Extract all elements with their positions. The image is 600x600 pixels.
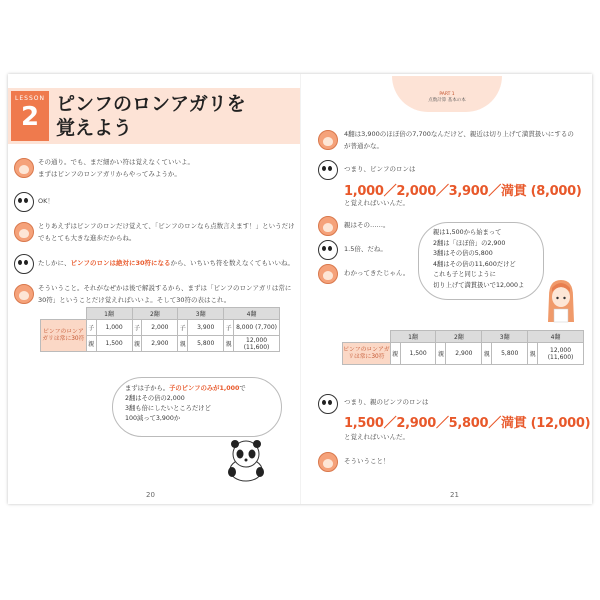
bubble-line: 親は1,500から始まって <box>433 229 502 236</box>
score-summary-parent: 1,500／2,900／5,800／満貫 (12,000) <box>344 416 591 431</box>
dialogue-line: つまり、親のピンフのロンは <box>344 398 429 406</box>
role-cell: 親 <box>528 343 538 365</box>
bubble-text: まずは子から。 <box>125 385 170 392</box>
role-cell: 子 <box>178 320 188 336</box>
dialogue-line: 4翻は3,900のほぼ倍の7,700なんだけど、親近は切り上げて満貫扱いにするの <box>344 130 574 138</box>
role-cell: 親 <box>132 336 142 352</box>
girl-avatar-icon <box>14 222 34 242</box>
header-cell: 3翻 <box>178 308 224 320</box>
role-cell: 親 <box>436 343 446 365</box>
role-cell: 親 <box>390 343 400 365</box>
page-number-left: 20 <box>146 491 155 499</box>
panda-illustration-icon <box>222 436 270 482</box>
role-cell: 親 <box>86 336 96 352</box>
lesson-number: 2 <box>20 102 40 132</box>
role-cell: 子 <box>132 320 142 336</box>
dialogue-line: そういうこと！ <box>344 457 390 465</box>
title-line-2: 覚えよう <box>56 117 133 139</box>
girl-avatar-icon <box>318 130 338 150</box>
value-cell: 12,000 (11,600) <box>538 343 584 365</box>
role-cell: 親 <box>482 343 492 365</box>
value-cell: 1,500 <box>96 336 132 352</box>
girl-illustration-icon <box>544 276 578 326</box>
dialogue-text: から、いちいち符を数えなくてもいいね。 <box>170 259 295 267</box>
role-cell: 子 <box>224 320 234 336</box>
lesson-label: LESSON <box>15 95 45 102</box>
value-cell: 2,000 <box>142 320 178 336</box>
bubble-line: 3翻も倍にしたいところだけど <box>125 405 211 412</box>
girl-avatar-icon <box>318 264 338 284</box>
panda-avatar-icon <box>318 394 338 414</box>
panda-avatar-icon <box>14 192 34 212</box>
role-cell: 子 <box>86 320 96 336</box>
header-cell: 3翻 <box>482 331 528 343</box>
girl-avatar-icon <box>14 284 34 304</box>
bubble-line: 2翻はその倍の2,000 <box>125 395 185 402</box>
panda-avatar-icon <box>318 240 338 260</box>
dialogue-line: そういうこと。それがなぜかは後で解説するから、まずは「ピンフのロンアガリは常に <box>38 284 292 292</box>
dialogue-line: が普通かな。 <box>344 142 383 150</box>
value-cell: 3,900 <box>188 320 224 336</box>
page-number-right: 21 <box>450 491 459 499</box>
value-cell: 12,000 (11,600) <box>234 336 280 352</box>
girl-avatar-icon <box>318 216 338 236</box>
dialogue-line: と覚えればいいんだ。 <box>344 199 409 207</box>
dialogue-line: 親はその……。 <box>344 221 390 229</box>
title-line-1: ピンフのロンアガリを <box>56 93 246 115</box>
header-cell: 1翻 <box>390 331 436 343</box>
role-cell: 親 <box>224 336 234 352</box>
panda-avatar-icon <box>318 160 338 180</box>
dialogue-line: わかってきたじゃん。 <box>344 269 410 277</box>
header-cell: 4翻 <box>224 308 280 320</box>
row-label: ピンフのロンアガリは常に30符 <box>343 343 391 365</box>
dialogue-line: 30符」ということだけ覚えればいいよ。そして30符の表はこれ。 <box>38 296 231 304</box>
role-cell: 親 <box>178 336 188 352</box>
dialogue-text: たしかに、 <box>38 259 71 267</box>
dialogue-line <box>38 258 294 268</box>
chapter-title: 点数計算 基本の本 <box>428 98 466 103</box>
highlight-text: ピンフのロンは絶対に30符になる <box>70 259 171 267</box>
score-table-right <box>342 330 584 365</box>
header-cell: 4翻 <box>528 331 584 343</box>
speech-bubble-right <box>418 222 544 300</box>
value-cell: 2,900 <box>142 336 178 352</box>
value-cell: 1,500 <box>400 343 436 365</box>
header-cell: 2翻 <box>132 308 178 320</box>
dialogue-line: その通り。でも、まだ細かい符は覚えなくていいよ。 <box>38 158 194 166</box>
bubble-line: これも子と同じように <box>433 271 496 278</box>
dialogue-line: OK！ <box>38 197 54 205</box>
panda-avatar-icon <box>14 254 34 274</box>
value-cell: 1,000 <box>96 320 132 336</box>
bubble-line: 4翻はその倍の11,600だけど <box>433 260 516 268</box>
bubble-line: 2翻は「ほぼ倍」の2,900 <box>433 239 506 247</box>
row-label: ピンフのロンアガリは常に30符 <box>41 320 87 352</box>
lesson-badge <box>11 91 49 141</box>
score-summary-child: 1,000／2,000／3,900／満貫 (8,000) <box>344 184 582 199</box>
value-cell: 5,800 <box>188 336 224 352</box>
highlight-text: 子のピンフのみが1,000 <box>169 385 240 392</box>
bubble-line: 切り上げて満貫扱いで12,000よ <box>433 281 525 289</box>
dialogue-line: 1.5倍、だね。 <box>344 245 387 253</box>
header-cell: 1翻 <box>86 308 132 320</box>
dialogue-line: でもとても大きな進歩だからね。 <box>38 234 136 242</box>
value-cell: 2,900 <box>446 343 482 365</box>
dialogue-line: つまり、ピンフのロンは <box>344 165 416 173</box>
score-table-left <box>40 307 280 352</box>
chapter-part: PART 1 <box>439 92 455 97</box>
bubble-line: 3翻はその倍の5,800 <box>433 250 493 257</box>
dialogue-line: とりあえずはピンフのロンだけ覚えて、「ピンフのロンなら点数言えます！」というだけ <box>38 222 295 230</box>
value-cell: 8,000 (7,700) <box>234 320 280 336</box>
bubble-line <box>125 384 269 394</box>
dialogue-line: まずはピンフのロンアガリからやってみようか。 <box>38 170 181 178</box>
bubble-line: 100減って3,900か <box>125 415 181 422</box>
dialogue-line: と覚えればいいんだ。 <box>344 433 409 441</box>
girl-avatar-icon <box>14 158 34 178</box>
girl-avatar-icon <box>318 452 338 472</box>
page-title <box>56 92 296 140</box>
value-cell: 5,800 <box>492 343 528 365</box>
speech-bubble-left <box>112 377 282 437</box>
header-cell: 2翻 <box>436 331 482 343</box>
book-gutter <box>300 74 301 504</box>
bubble-text: で <box>239 385 246 392</box>
